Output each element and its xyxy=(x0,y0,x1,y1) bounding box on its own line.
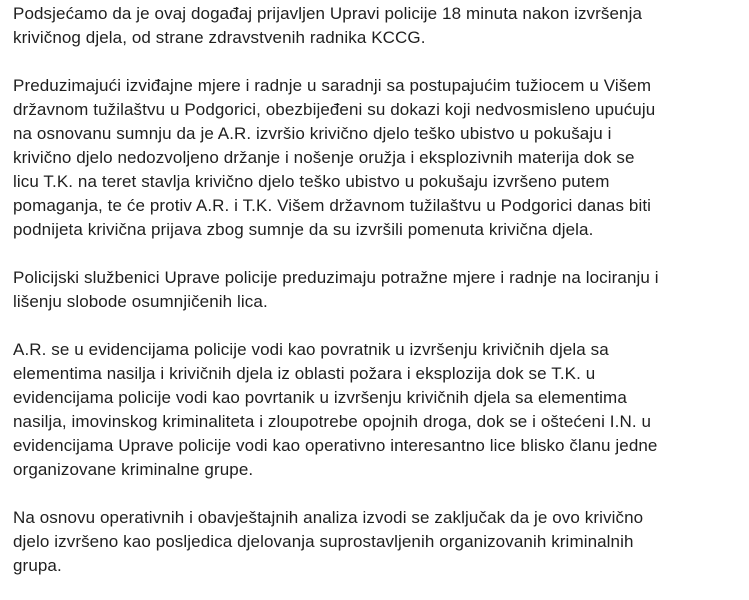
text-line: djelo izvršeno kao posljedica djelovanja suprostavljenih organizovanih kriminalnih xyxy=(13,532,634,551)
text-line: Policijski službenici Uprave policije preduzimaju potražne mjere i radnje na lociranju i xyxy=(13,268,659,287)
text-line: Preduzimajući izviđajne mjere i radnje u saradnji sa postupajućim tužiocem u Višem xyxy=(13,76,652,95)
text-line: krivičnog djela, od strane zdravstvenih radnika KCCG. xyxy=(13,28,426,47)
paragraph-conclusion xyxy=(13,506,736,578)
text-line: evidencijama policije vodi kao povrtanik u izvršenju krivičnih djela sa elementima xyxy=(13,388,627,407)
paragraph-report-time xyxy=(13,2,736,50)
text-line: licu T.K. na teret stavlja krivično djelo teško ubistvo u pokušaju izvršeno putem xyxy=(13,172,610,191)
text-line: evidencijama Uprave policije vodi kao operativno interesantno lice blisko članu jedne xyxy=(13,436,658,455)
text-line: pomaganja, te će protiv A.R. i T.K. Višem državnom tužilaštvu u Podgorici danas biti xyxy=(13,196,652,215)
paragraph-evidence xyxy=(13,74,736,242)
text-line: državnom tužilaštvu u Podgorici, obezbijeđeni su dokazi koji nedvosmisleno upućuju xyxy=(13,100,656,119)
text-line: Podsjećamo da je ovaj događaj prijavljen Upravi policije 18 minuta nakon izvršenja xyxy=(13,4,643,23)
text-line: Na osnovu operativnih i obavještajnih analiza izvodi se zaključak da je ovo krivično xyxy=(13,508,644,527)
paragraph-search-measures xyxy=(13,266,736,314)
text-line: A.R. se u evidencijama policije vodi kao povratnik u izvršenju krivičnih djela sa xyxy=(13,340,609,359)
text-line: lišenju slobode osumnjičenih lica. xyxy=(13,292,268,311)
text-line: grupa. xyxy=(13,556,62,575)
text-line: krivično djelo nedozvoljeno držanje i nošenje oružja i eksplozivnih materija dok se xyxy=(13,148,635,167)
text-line: elementima nasilja i krivičnih djela iz oblasti požara i eksplozija dok se T.K. u xyxy=(13,364,596,383)
paragraph-police-records xyxy=(13,338,736,482)
text-line: nasilja, imovinskog kriminaliteta i zloupotrebe opojnih droga, dok se i oštećeni I.N. u xyxy=(13,412,652,431)
text-line: na osnovanu sumnju da je A.R. izvršio krivično djelo teško ubistvo u pokušaju i xyxy=(13,124,612,143)
text-line: podnijeta krivična prijava zbog sumnje da su izvršili pomenuta krivična djela. xyxy=(13,220,594,239)
text-line: organizovane kriminalne grupe. xyxy=(13,460,254,479)
